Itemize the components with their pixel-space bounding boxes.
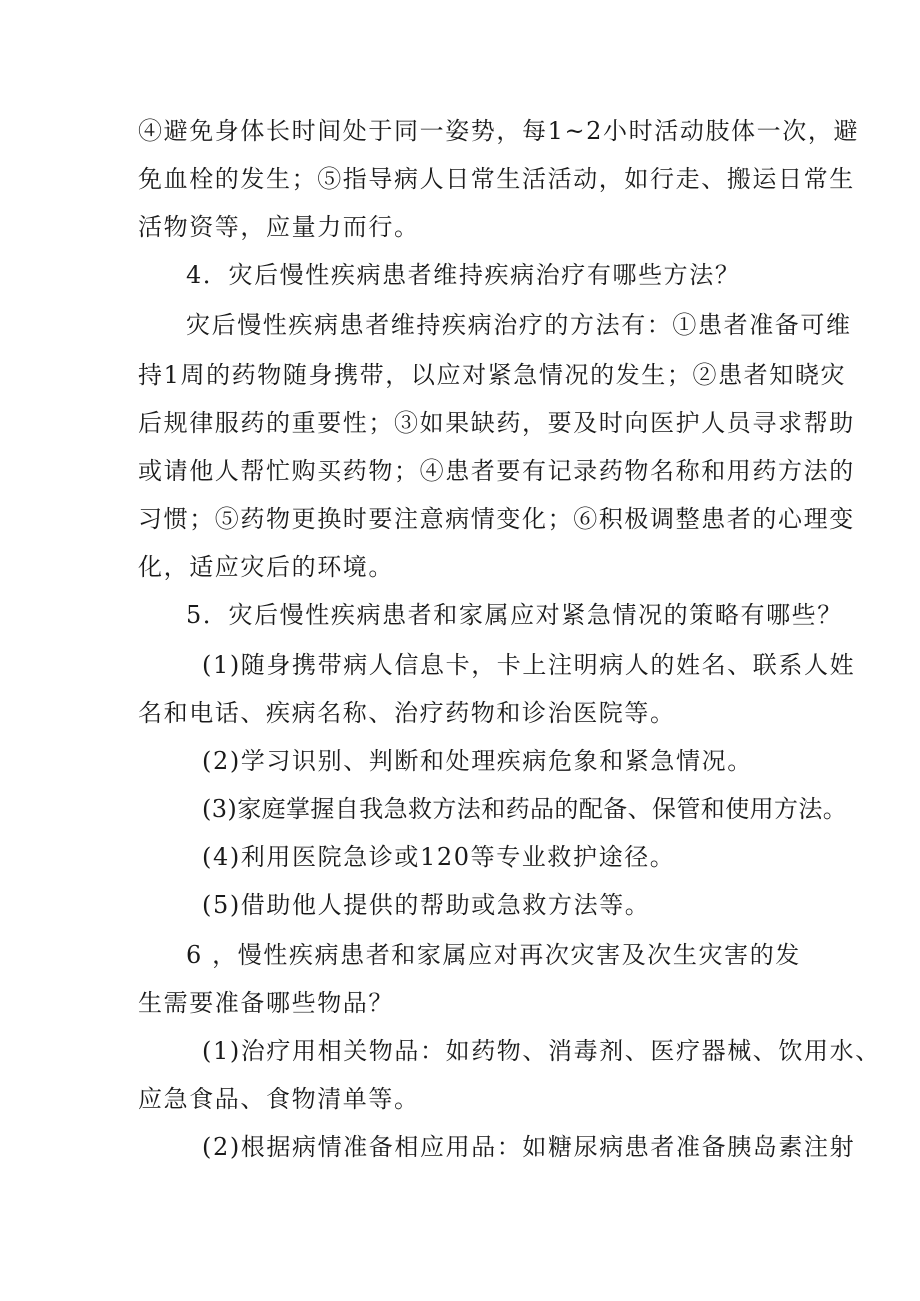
question-heading: 6 ，慢性疾病患者和家属应对再次灾害及次生灾害的发: [186, 941, 801, 969]
text-line: 名和电话、疾病名称、治疗药物和诊治医院等。: [138, 699, 676, 727]
text-line: (5)借助他人提供的帮助或急救方法等。: [202, 891, 651, 919]
question-heading: 4．灾后慢性疾病患者维持疾病治疗有哪些方法？: [186, 261, 741, 289]
question-heading: 5．灾后慢性疾病患者和家属应对紧急情况的策略有哪些？: [186, 601, 843, 629]
text-line: ④避免身体长时间处于同一姿势，每1~2小时活动肢体一次，避: [138, 117, 860, 145]
text-line: 免血栓的发生；⑤指导病人日常生活活动，如行走、搬运日常生: [138, 165, 855, 193]
text-line: (3)家庭掌握自我急救方法和药品的配备、保管和使用方法。: [202, 795, 848, 823]
text-line: (2)学习识别、判断和处理疾病危象和紧急情况。: [202, 747, 753, 775]
text-line: 或请他人帮忙购买药物；④患者要有记录药物名称和用药方法的: [138, 457, 855, 485]
text-line: (4)利用医院急诊或120等专业救护途径。: [202, 843, 676, 871]
text-line: (1)治疗用相关物品：如药物、消毒剂、医疗器械、饮用水、: [202, 1037, 881, 1065]
text-line: 化，适应灾后的环境。: [138, 553, 394, 581]
text-line: 习惯；⑤药物更换时要注意病情变化；⑥积极调整患者的心理变: [138, 505, 855, 533]
text-line: 应急食品、食物清单等。: [138, 1085, 420, 1113]
text-line: 后规律服药的重要性；③如果缺药，要及时向医护人员寻求帮助: [138, 409, 855, 437]
text-line: 活物资等，应量力而行。: [138, 213, 420, 241]
text-line: (1)随身携带病人信息卡，卡上注明病人的姓名、联系人姓: [202, 651, 856, 679]
text-line: 持1周的药物随身携带，以应对紧急情况的发生；②患者知晓灾: [138, 361, 847, 389]
text-line: 生需要准备哪些物品？: [138, 989, 394, 1017]
text-line: (2)根据病情准备相应用品：如糖尿病患者准备胰岛素注射: [202, 1133, 856, 1161]
text-line: 灾后慢性疾病患者维持疾病治疗的方法有：①患者准备可维: [186, 311, 852, 339]
